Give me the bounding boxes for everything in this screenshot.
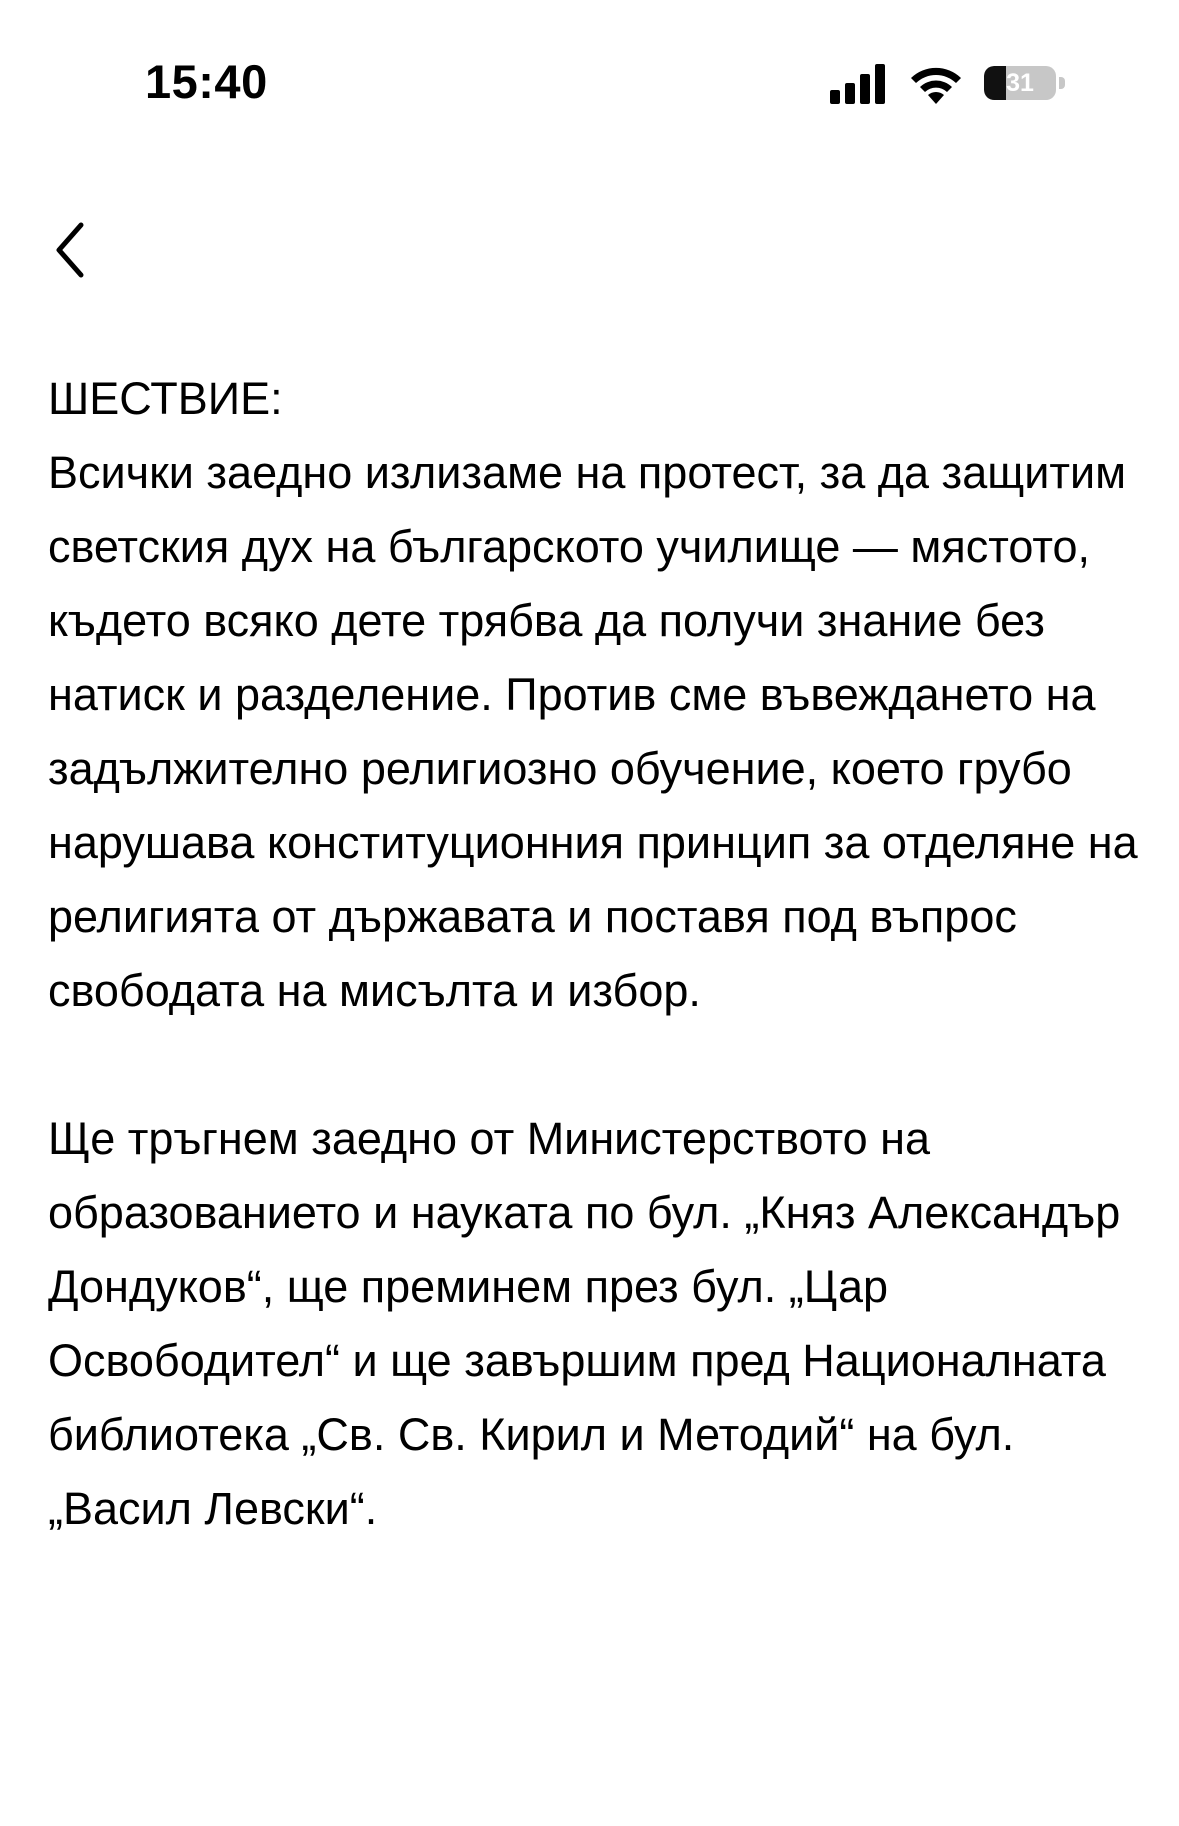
- message-body: [48, 362, 1148, 1546]
- status-icons: [830, 64, 1080, 104]
- battery-level: 31: [1006, 69, 1034, 97]
- status-bar: [0, 0, 1179, 130]
- chevron-left-icon: [53, 221, 87, 279]
- battery-icon: [984, 66, 1068, 102]
- cellular-signal-icon: [830, 64, 888, 104]
- wifi-icon: [908, 64, 964, 104]
- back-button[interactable]: [40, 215, 100, 285]
- message-paragraph-2: Ще тръгнем заедно от Министерството на образованието и науката по бул. „Княз Александър Дондуков“, ще преминем през бул. „Цар Освободител“ и ще завършим пред Националната библиотека „Св. Св. Кирил и Методий“ на бул. „Васил Левски“.: [48, 1113, 1133, 1534]
- battery-body: [984, 66, 1056, 100]
- message-paragraph-1: ШЕСТВИЕ: Всички заедно излизаме на протест, за да защитим светския дух на българското училище — мястото, където всяко дете трябва да получи знание без натиск и разделение. Против сме въвеждането на задължително религиозно обучение, което грубо нарушава конституционния принцип за отделяне на религията от държавата и поставя под въпрос свободата на мисълта и избор.: [48, 373, 1138, 1016]
- battery-tip: [1059, 77, 1065, 89]
- status-time: 15:40: [145, 55, 268, 108]
